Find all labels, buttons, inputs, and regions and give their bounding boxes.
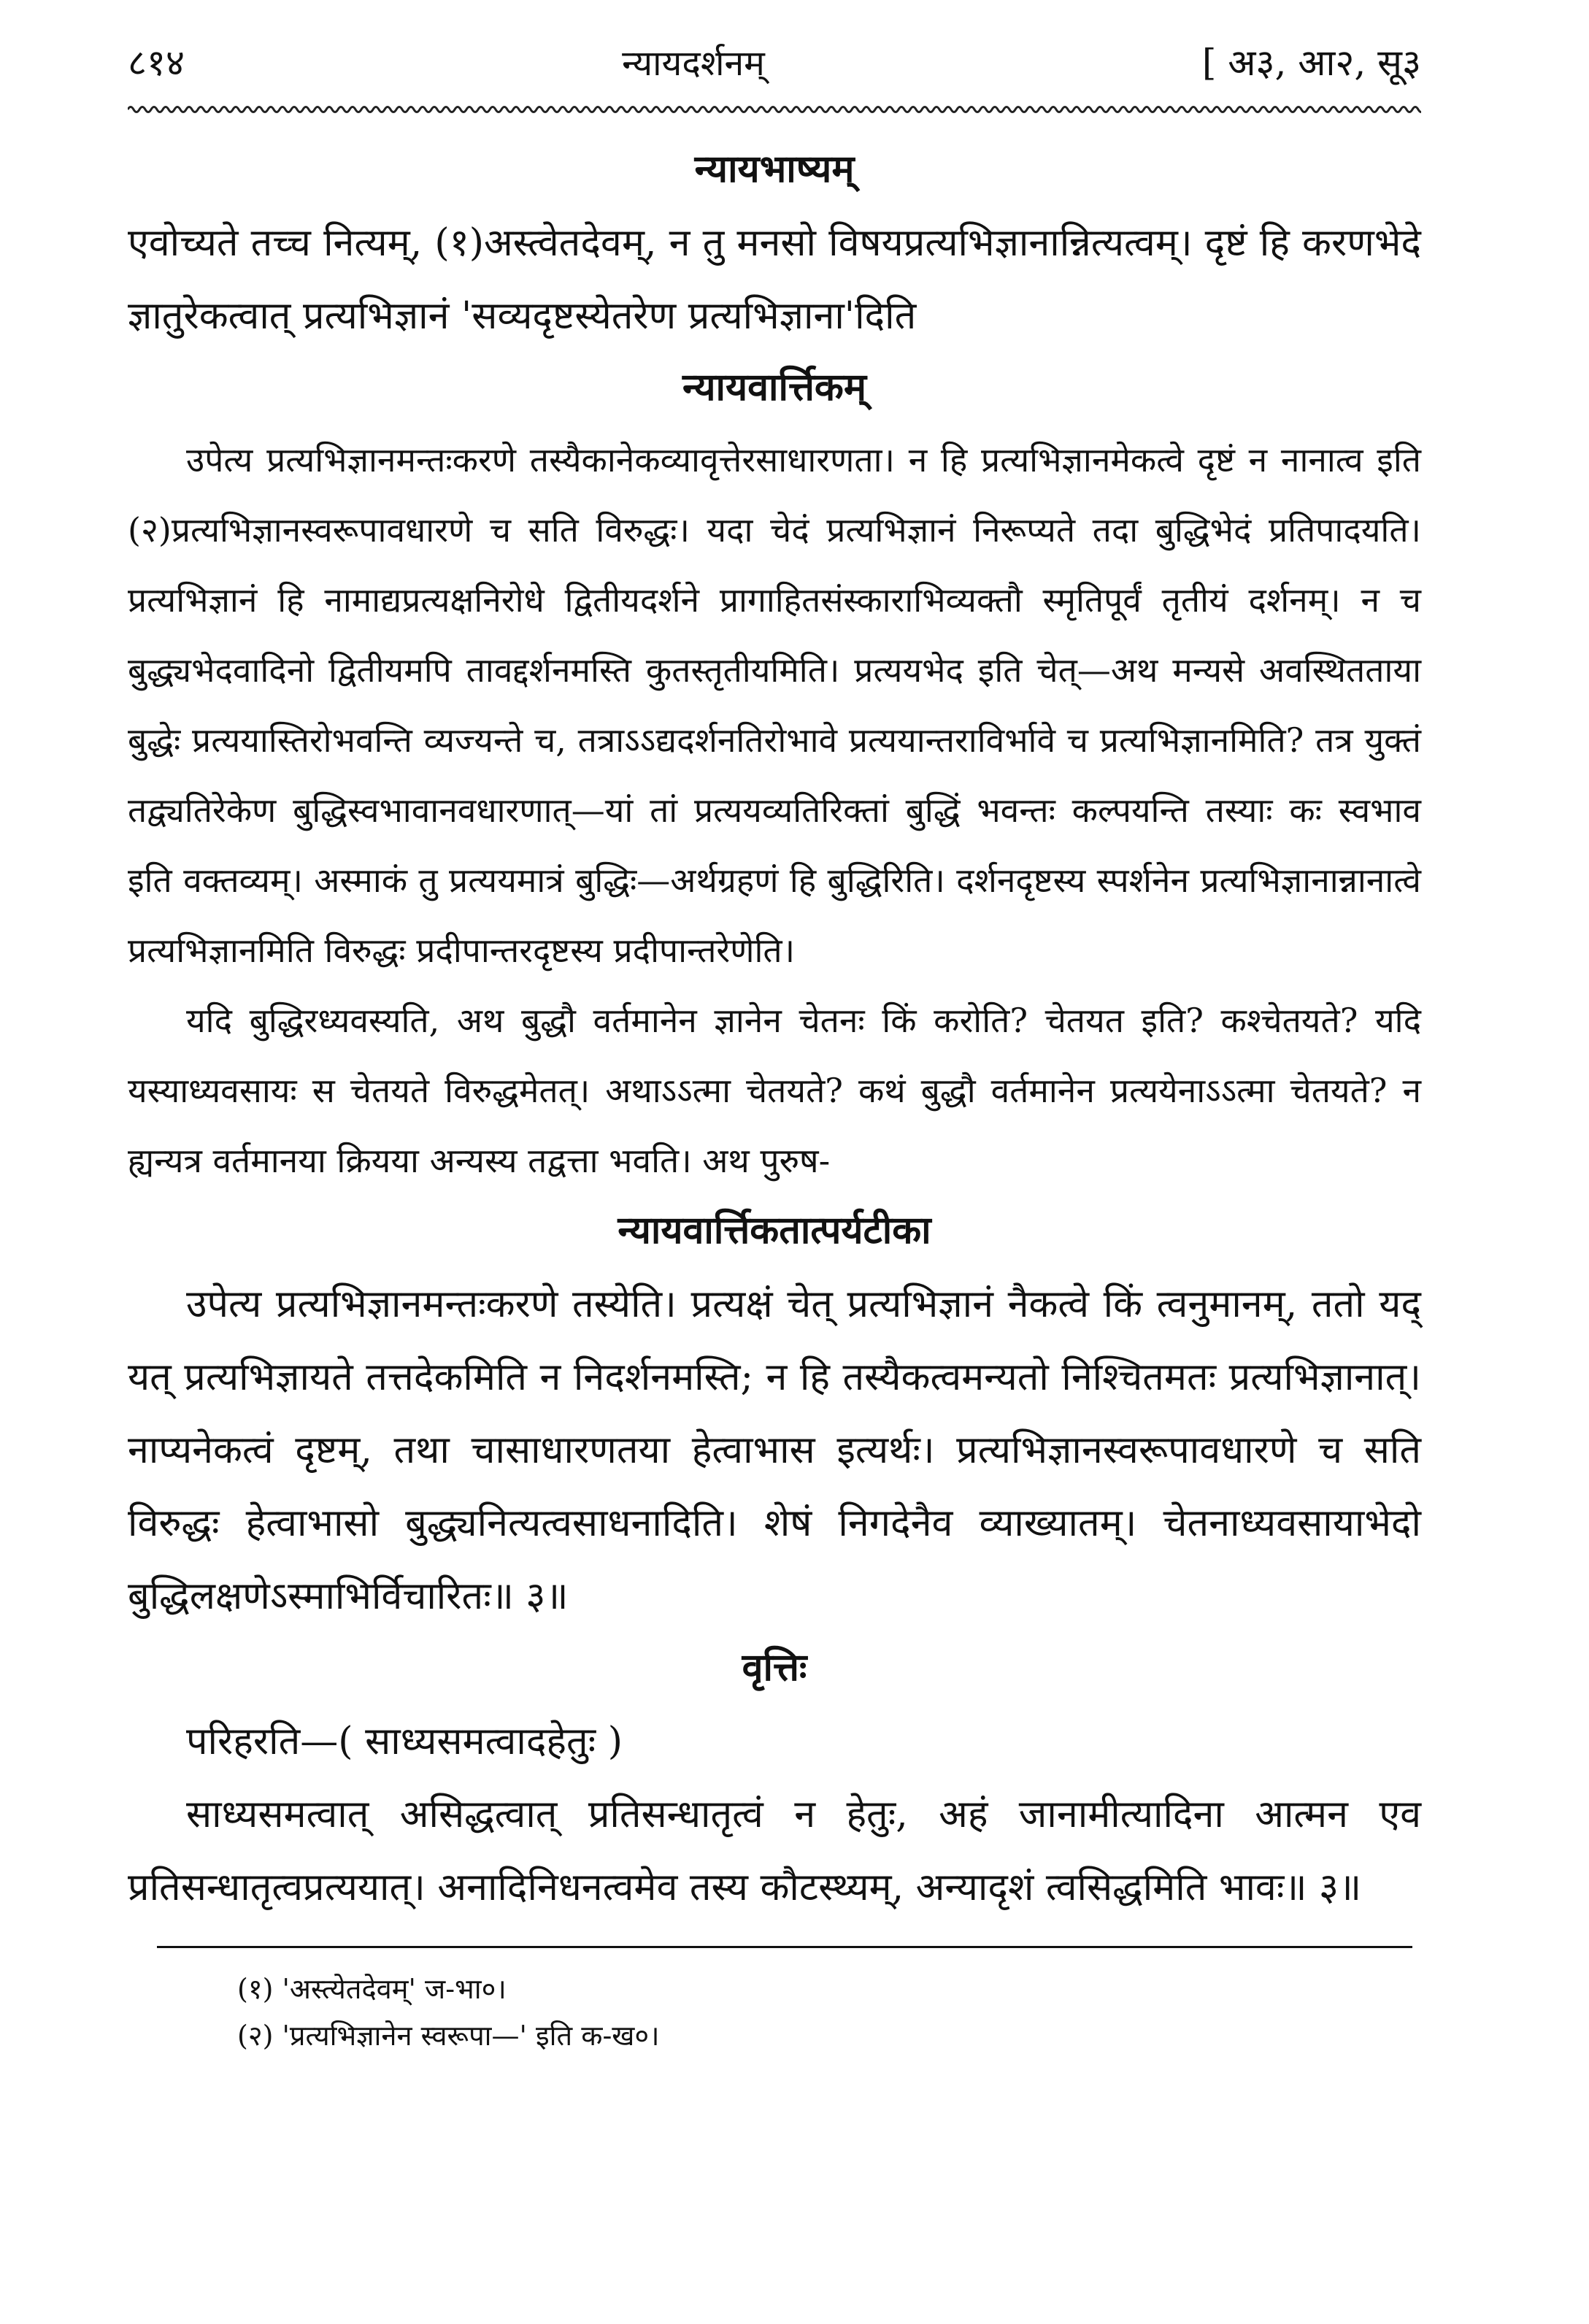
- footnote-1: (१) 'अस्त्येतदेवम्' ज-भा०।: [237, 1973, 507, 2005]
- footnote-2: (२) 'प्रत्यभिज्ञानेन स्वरूपा—' इति क-ख०।: [237, 2020, 660, 2052]
- section-title-vritti: वृत्तिः: [742, 1645, 807, 1690]
- vartika-paragraph-2: यदि बुद्धिरध्यवस्यति, अथ बुद्धौ वर्तमानेन ज्ञानेन चेतनः किं करोति? चेतयत इति? कश्चेतयते? यदि यस्याध्यवसायः स चेतयते विरुद्धमेतत्। अथाऽऽत्मा चेतयते? कथं बुद्धौ वर्तमानेन प्रत्ययेनाऽऽत्मा चेतयते? न ह्यन्यत्र वर्तमानया क्रियया अन्यस्य तद्वत्ता भवति। अथ पुरुष-: [128, 1001, 1421, 1180]
- vartika-paragraph-1: उपेत्य प्रत्यभिज्ञानमन्तःकरणे तस्यैकानेकव्यावृत्तेरसाधारणता। न हि प्रत्यभिज्ञानमेकत्वे दृष्टं न नानात्व इति (२)प्रत्यभिज्ञानस्वरूपावधारणे च सति विरुद्धः। यदा चेदं प्रत्यभिज्ञानं निरूप्यते तदा बुद्धिभेदं प्रतिपादयति। प्रत्यभिज्ञानं हि नामाद्यप्रत्यक्षनिरोधे द्वितीयदर्शने प्रागाहितसंस्काराभिव्यक्तौ स्मृतिपूर्वं तृतीयं दर्शनम्। न च बुद्ध्यभेदवादिनो द्वितीयमपि तावद्दर्शनमस्ति कुतस्तृतीयमिति। प्रत्ययभेद इति चेत्—अथ मन्यसे अवस्थितताया बुद्धेः प्रत्ययास्तिरोभवन्ति व्यज्यन्ते च, तत्राऽऽद्यदर्शनतिरोभावे प्रत्ययान्तराविर्भावे च प्रत्यभिज्ञानमिति? तत्र युक्तं तद्व्यतिरेकेण बुद्धिस्वभावानवधारणात्—यां तां प्रत्ययव्यतिरिक्तां बुद्धिं भवन्तः कल्पयन्ति तस्याः कः स्वभाव इति वक्तव्यम्। अस्माकं तु प्रत्ययमात्रं बुद्धिः—अर्थग्रहणं हि बुद्धिरिति। दर्शनदृष्टस्य स्पर्शनेन प्रत्यभिज्ञानान्नानात्वे प्रत्यभिज्ञानमिति विरुद्धः प्रदीपान्तरदृष्टस्य प्रदीपान्तरेणेति।: [128, 440, 1421, 970]
- wavy-divider: [128, 102, 1421, 120]
- page-number: ८१४: [128, 42, 185, 84]
- vritti-text: साध्यसमत्वात् असिद्धत्वात् प्रतिसन्धातृत्वं न हेतुः, अहं जानामीत्यादिना आत्मन एव प्रतिसन्धातृत्वप्रत्ययात्। अनादिनिधनत्वमेव तस्य कौटस्थ्यम्, अन्यादृशं त्वसिद्धमिति भावः॥ ३॥: [128, 1793, 1421, 1909]
- section-title-tika: न्यायवार्त्तिकतात्पर्यटीका: [617, 1208, 931, 1253]
- running-header: [128, 36, 1421, 102]
- section-reference: [ अ३, आ२, सू३: [1201, 42, 1421, 84]
- bhashya-text: एवोच्यते तच्च नित्यम्, (१)अस्त्वेतदेवम्, न तु मनसो विषयप्रत्यभिज्ञानान्नित्यत्वम्। दृष्टं हि करणभेदे ज्ञातुरेकत्वात् प्रत्यभिज्ञानं 'सव्यदृष्टस्येतरेण प्रत्यभिज्ञाना'दिति: [128, 221, 1421, 338]
- section-title-vartika: न्यायवार्त्तिकम्: [682, 365, 866, 409]
- tika-text: उपेत्य प्रत्यभिज्ञानमन्तःकरणे तस्येति। प्रत्यक्षं चेत् प्रत्यभिज्ञानं नैकत्वे किं त्वनुमानम्, ततो यद् यत् प्रत्यभिज्ञायते तत्तदेकमिति न निदर्शनमस्ति; न हि तस्यैकत्वमन्यतो निश्चितमतः प्रत्यभिज्ञानात्। नाप्यनेकत्वं दृष्टम्, तथा चासाधारणतया हेत्वाभास इत्यर्थः। प्रत्यभिज्ञानस्वरूपावधारणे च सति विरुद्धः हेत्वाभासो बुद्ध्यनित्यत्वसाधनादिति। शेषं निगदेनैव व्याख्यातम्। चेतनाध्यवसायाभेदो बुद्धिलक्षणेऽस्माभिर्विचारितः॥ ३॥: [128, 1282, 1421, 1618]
- footnote-rule: [157, 1946, 1412, 1948]
- section-title-bhashya: न्यायभाष्यम्: [694, 147, 855, 191]
- vritti-line-1: परिहरति—( साध्यसमत्वादहेतुः ): [186, 1720, 623, 1763]
- running-title: न्यायदर्शनम्: [622, 43, 765, 84]
